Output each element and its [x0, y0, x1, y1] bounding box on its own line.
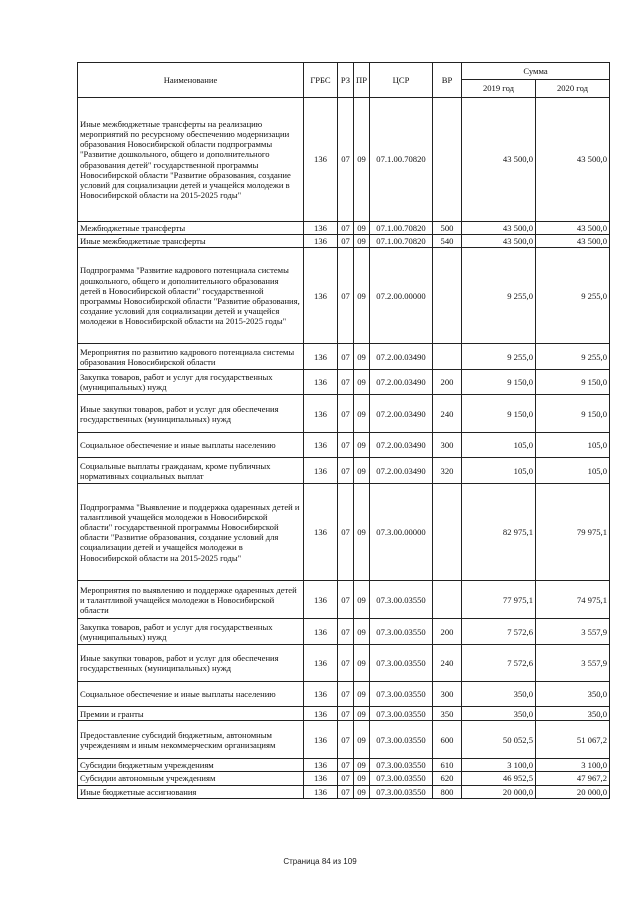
header-rz: РЗ: [338, 63, 354, 98]
row-rz: 07: [338, 581, 354, 619]
row-name: Иные межбюджетные трансферты: [78, 235, 304, 248]
row-sum-2020: 105,0: [536, 433, 610, 458]
row-csr: 07.2.00.03490: [370, 344, 433, 370]
row-vr: 350: [433, 707, 462, 721]
row-grbs: 136: [304, 344, 338, 370]
row-rz: 07: [338, 395, 354, 433]
row-rz: 07: [338, 458, 354, 484]
row-sum-2020: 9 255,0: [536, 344, 610, 370]
table-row: [78, 235, 610, 248]
row-name: Межбюджетные трансферты: [78, 222, 304, 235]
row-sum-2020: 79 975,1: [536, 484, 610, 581]
row-vr: [433, 248, 462, 344]
row-sum-2020: 350,0: [536, 682, 610, 707]
row-sum-2019: 9 255,0: [462, 344, 536, 370]
row-name: Социальное обеспечение и иные выплаты населению: [78, 433, 304, 458]
row-rz: 07: [338, 222, 354, 235]
row-sum-2020: 47 967,2: [536, 772, 610, 785]
row-pr: 09: [354, 581, 370, 619]
row-grbs: 136: [304, 581, 338, 619]
header-sum: Сумма: [462, 63, 610, 80]
table-body: [78, 98, 610, 799]
header-vr: ВР: [433, 63, 462, 98]
row-sum-2020: 105,0: [536, 458, 610, 484]
row-sum-2020: 43 500,0: [536, 98, 610, 222]
row-csr: 07.3.00.03550: [370, 759, 433, 772]
row-pr: 09: [354, 344, 370, 370]
row-name: Мероприятия по выявлению и поддержке одаренных детей и талантливой учащейся молодежи в Новосибирской области: [78, 581, 304, 619]
row-name: Социальное обеспечение и иные выплаты населению: [78, 682, 304, 707]
row-grbs: 136: [304, 235, 338, 248]
row-pr: 09: [354, 619, 370, 645]
row-csr: 07.3.00.03550: [370, 707, 433, 721]
row-rz: 07: [338, 619, 354, 645]
row-vr: [433, 344, 462, 370]
row-rz: 07: [338, 785, 354, 798]
row-sum-2019: 20 000,0: [462, 785, 536, 798]
table-row: [78, 581, 610, 619]
row-pr: 09: [354, 235, 370, 248]
row-grbs: 136: [304, 370, 338, 395]
header-2020: 2020 год: [536, 80, 610, 98]
row-name: Премии и гранты: [78, 707, 304, 721]
row-name: Иные бюджетные ассигнования: [78, 785, 304, 798]
row-csr: 07.3.00.03550: [370, 785, 433, 798]
row-sum-2019: 7 572,6: [462, 645, 536, 682]
row-name: Иные межбюджетные трансферты на реализацию мероприятий по ресурсному обеспечению модернизации образования Новосибирской области подпрограммы "Развитие дошкольного, общего и дополнительного образования детей" государственной программы Новосибирской области "Развитие образования, создание условий для социализации детей и учащейся молодежи в Новосибирской области на 2015-2025 годы": [78, 98, 304, 222]
row-rz: 07: [338, 98, 354, 222]
row-sum-2020: 9 150,0: [536, 370, 610, 395]
row-rz: 07: [338, 772, 354, 785]
row-vr: 240: [433, 645, 462, 682]
row-grbs: 136: [304, 759, 338, 772]
row-vr: 320: [433, 458, 462, 484]
row-vr: [433, 484, 462, 581]
table-row: [78, 721, 610, 759]
row-sum-2020: 9 255,0: [536, 248, 610, 344]
row-rz: 07: [338, 721, 354, 759]
row-pr: 09: [354, 222, 370, 235]
row-sum-2019: 46 952,5: [462, 772, 536, 785]
row-sum-2019: 9 255,0: [462, 248, 536, 344]
row-rz: 07: [338, 235, 354, 248]
header-2019: 2019 год: [462, 80, 536, 98]
row-sum-2020: 350,0: [536, 707, 610, 721]
row-vr: 600: [433, 721, 462, 759]
row-vr: 610: [433, 759, 462, 772]
row-name: Подпрограмма "Развитие кадрового потенциала системы дошкольного, общего и дополнительного образования детей в Новосибирской области" государственной программы Новосибирской области "Развитие образования, создание условий для социализации детей и учащейся молодежи в Новосибирской области на 2015-2025 годы": [78, 248, 304, 344]
row-csr: 07.3.00.00000: [370, 484, 433, 581]
row-sum-2019: 7 572,6: [462, 619, 536, 645]
row-csr: 07.3.00.03550: [370, 581, 433, 619]
row-rz: 07: [338, 433, 354, 458]
row-sum-2020: 3 100,0: [536, 759, 610, 772]
row-csr: 07.2.00.00000: [370, 248, 433, 344]
row-sum-2020: 51 067,2: [536, 721, 610, 759]
row-csr: 07.3.00.03550: [370, 772, 433, 785]
row-pr: 09: [354, 248, 370, 344]
row-name: Субсидии автономным учреждениям: [78, 772, 304, 785]
row-name: Социальные выплаты гражданам, кроме публичных нормативных социальных выплат: [78, 458, 304, 484]
row-sum-2019: 350,0: [462, 707, 536, 721]
row-grbs: 136: [304, 619, 338, 645]
row-pr: 09: [354, 707, 370, 721]
row-sum-2020: 43 500,0: [536, 222, 610, 235]
row-rz: 07: [338, 759, 354, 772]
header-pr: ПР: [354, 63, 370, 98]
row-vr: 540: [433, 235, 462, 248]
row-csr: 07.3.00.03550: [370, 645, 433, 682]
row-grbs: 136: [304, 395, 338, 433]
row-rz: 07: [338, 645, 354, 682]
row-rz: 07: [338, 370, 354, 395]
table-row: [78, 772, 610, 785]
row-sum-2019: 350,0: [462, 682, 536, 707]
row-csr: 07.2.00.03490: [370, 395, 433, 433]
row-sum-2020: 3 557,9: [536, 645, 610, 682]
row-vr: 300: [433, 682, 462, 707]
row-name: Закупка товаров, работ и услуг для государственных (муниципальных) нужд: [78, 619, 304, 645]
row-csr: 07.1.00.70820: [370, 98, 433, 222]
row-pr: 09: [354, 458, 370, 484]
table-row: [78, 370, 610, 395]
row-vr: 500: [433, 222, 462, 235]
row-vr: 620: [433, 772, 462, 785]
table-row: [78, 98, 610, 222]
row-pr: 09: [354, 645, 370, 682]
table-row: [78, 645, 610, 682]
table-row: [78, 682, 610, 707]
row-name: Подпрограмма "Выявление и поддержка одаренных детей и талантливой учащейся молодежи в Новосибирской области" государственной программы Новосибирской области "Развитие образования, создание условий для социализации детей и учащейся молодежи в Новосибирской области на 2015-2025 годы": [78, 484, 304, 581]
row-grbs: 136: [304, 458, 338, 484]
row-csr: 07.1.00.70820: [370, 222, 433, 235]
table-row: [78, 484, 610, 581]
row-pr: 09: [354, 759, 370, 772]
row-csr: 07.3.00.03550: [370, 721, 433, 759]
table-row: [78, 619, 610, 645]
table-row: [78, 222, 610, 235]
row-sum-2019: 105,0: [462, 433, 536, 458]
row-grbs: 136: [304, 98, 338, 222]
table-row: [78, 344, 610, 370]
table-row: [78, 433, 610, 458]
row-sum-2020: 3 557,9: [536, 619, 610, 645]
row-pr: 09: [354, 395, 370, 433]
row-vr: [433, 581, 462, 619]
row-csr: 07.2.00.03490: [370, 458, 433, 484]
row-vr: [433, 98, 462, 222]
row-sum-2020: 43 500,0: [536, 235, 610, 248]
row-vr: 300: [433, 433, 462, 458]
row-vr: 200: [433, 370, 462, 395]
row-vr: 800: [433, 785, 462, 798]
row-pr: 09: [354, 433, 370, 458]
row-pr: 09: [354, 772, 370, 785]
row-sum-2020: 74 975,1: [536, 581, 610, 619]
row-name: Иные закупки товаров, работ и услуг для обеспечения государственных (муниципальных) нужд: [78, 395, 304, 433]
row-sum-2020: 9 150,0: [536, 395, 610, 433]
row-sum-2019: 105,0: [462, 458, 536, 484]
row-csr: 07.3.00.03550: [370, 619, 433, 645]
row-grbs: 136: [304, 645, 338, 682]
header-csr: ЦСР: [370, 63, 433, 98]
header-grbs: ГРБС: [304, 63, 338, 98]
page-number: Страница 84 из 109: [283, 857, 357, 866]
row-grbs: 136: [304, 248, 338, 344]
row-rz: 07: [338, 707, 354, 721]
row-rz: 07: [338, 682, 354, 707]
row-pr: 09: [354, 721, 370, 759]
row-vr: 240: [433, 395, 462, 433]
row-grbs: 136: [304, 433, 338, 458]
row-sum-2019: 9 150,0: [462, 370, 536, 395]
row-csr: 07.2.00.03490: [370, 433, 433, 458]
row-sum-2019: 77 975,1: [462, 581, 536, 619]
row-grbs: 136: [304, 222, 338, 235]
table-row: [78, 785, 610, 798]
row-sum-2020: 20 000,0: [536, 785, 610, 798]
row-rz: 07: [338, 248, 354, 344]
row-sum-2019: 9 150,0: [462, 395, 536, 433]
budget-table: [77, 62, 610, 799]
row-csr: 07.1.00.70820: [370, 235, 433, 248]
row-rz: 07: [338, 344, 354, 370]
row-pr: 09: [354, 484, 370, 581]
row-sum-2019: 43 500,0: [462, 98, 536, 222]
table-row: [78, 759, 610, 772]
row-grbs: 136: [304, 682, 338, 707]
row-name: Субсидии бюджетным учреждениям: [78, 759, 304, 772]
row-name: Мероприятия по развитию кадрового потенциала системы образования Новосибирской области: [78, 344, 304, 370]
row-rz: 07: [338, 484, 354, 581]
row-grbs: 136: [304, 484, 338, 581]
table-row: [78, 458, 610, 484]
table-row: [78, 248, 610, 344]
table-row: [78, 395, 610, 433]
table-row: [78, 707, 610, 721]
row-sum-2019: 82 975,1: [462, 484, 536, 581]
row-sum-2019: 50 052,5: [462, 721, 536, 759]
row-name: Иные закупки товаров, работ и услуг для обеспечения государственных (муниципальных) нужд: [78, 645, 304, 682]
row-csr: 07.3.00.03550: [370, 682, 433, 707]
row-name: Закупка товаров, работ и услуг для государственных (муниципальных) нужд: [78, 370, 304, 395]
row-pr: 09: [354, 682, 370, 707]
row-grbs: 136: [304, 772, 338, 785]
row-name: Предоставление субсидий бюджетным, автономным учреждениям и иным некоммерческим организациям: [78, 721, 304, 759]
row-pr: 09: [354, 98, 370, 222]
row-vr: 200: [433, 619, 462, 645]
row-pr: 09: [354, 785, 370, 798]
row-grbs: 136: [304, 721, 338, 759]
row-sum-2019: 43 500,0: [462, 235, 536, 248]
row-grbs: 136: [304, 785, 338, 798]
row-grbs: 136: [304, 707, 338, 721]
row-sum-2019: 43 500,0: [462, 222, 536, 235]
row-pr: 09: [354, 370, 370, 395]
row-sum-2019: 3 100,0: [462, 759, 536, 772]
row-csr: 07.2.00.03490: [370, 370, 433, 395]
header-name: Наименование: [78, 63, 304, 98]
